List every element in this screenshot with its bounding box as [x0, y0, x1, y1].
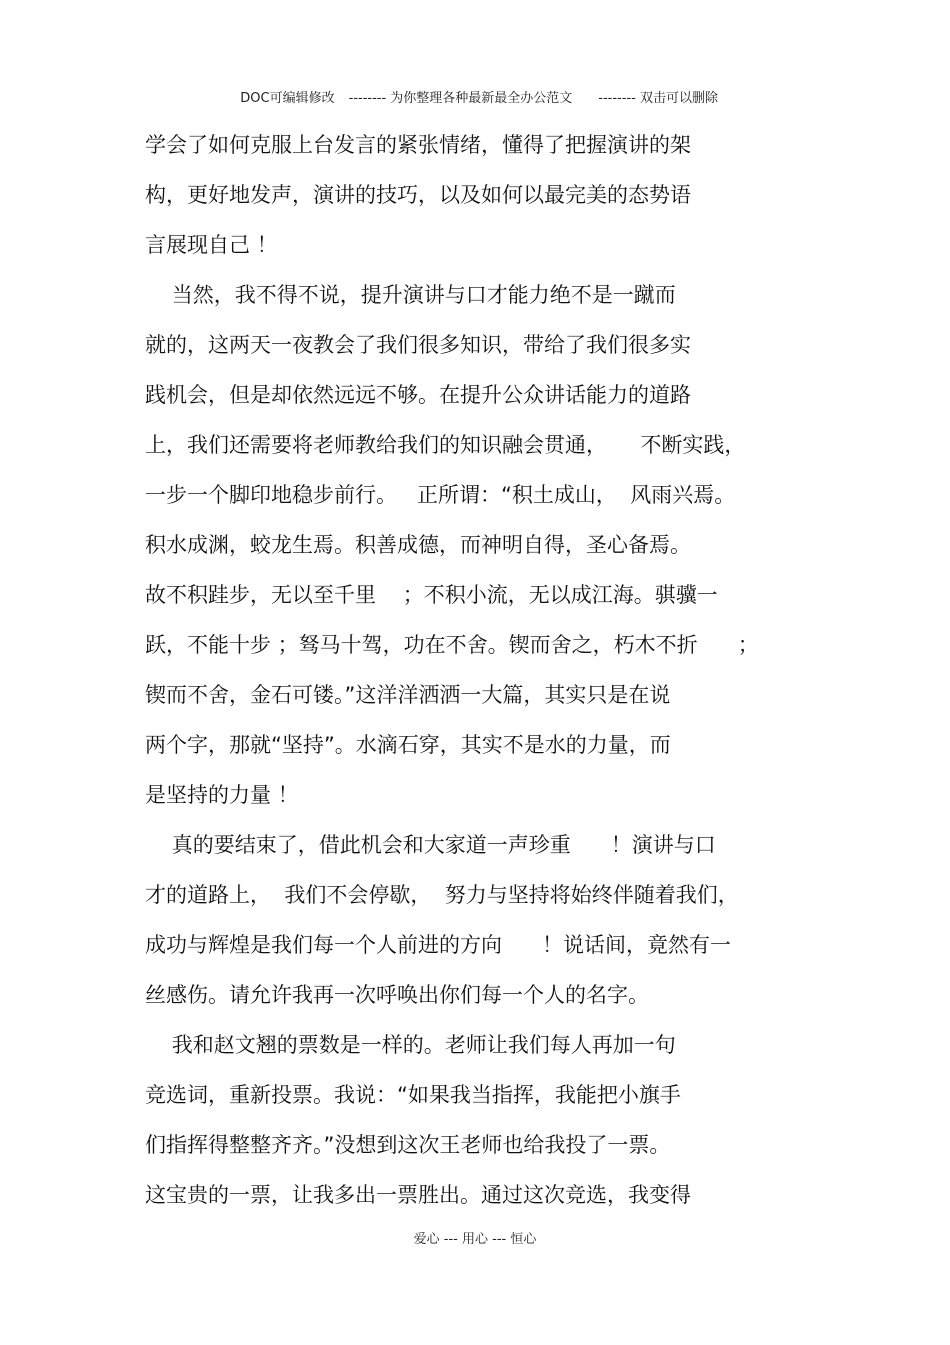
text-line: 上，我们还需要将老师教给我们的知识融会贯通， 不断实践， [145, 433, 746, 457]
header-delete-hint: -------- 双击可以删除 [598, 91, 718, 106]
text-line: 是坚持的力量 ！ [145, 783, 299, 807]
page-footer: 爱心 --- 用心 --- 恒心 [413, 1232, 537, 1247]
text-line: 当然，我不得不说，提升演讲与口才能力绝不是一蹴而 [145, 283, 676, 307]
text-line: 竞选词，重新投票。我说：“如果我当指挥，我能把小旗手 [145, 1083, 681, 1107]
text-line: 跃，不能十步 ；驽马十驾，功在不舍。锲而舍之，朽木不折 ； [145, 633, 759, 657]
document-body [145, 120, 825, 1220]
page-header [0, 72, 950, 106]
text-line: 丝感伤。请允许我再一次呼唤出你们每一个人的名字。 [145, 983, 649, 1007]
text-line: 践机会，但是却依然远远不够。在提升公众讲话能力的道路 [145, 383, 691, 407]
text-line: 学会了如何克服上台发言的紧张情绪，懂得了把握演讲的架 [145, 133, 691, 157]
text-line: 这宝贵的一票，让我多出一票胜出。通过这次竞选，我变得 [145, 1183, 691, 1207]
text-line: 锲而不舍，金石可镂。”这洋洋洒洒一大篇，其实只是在说 [145, 683, 671, 707]
text-line: 一步一个脚印地稳步前行。 正所谓：“积土成山， 风雨兴焉。 [145, 483, 736, 507]
text-line: 就的，这两天一夜教会了我们很多知识，带给了我们很多实 [145, 333, 691, 357]
header-slogan: -------- 为你整理各种最新最全办公范文 [348, 91, 573, 106]
text-line: 们指挥得整整齐齐。”没想到这次王老师也给我投了一票。 [145, 1133, 671, 1157]
text-line: 两个字，那就“坚持”。水滴石穿，其实不是水的力量，而 [145, 733, 671, 757]
header-doc-label: DOC可编辑修改 [240, 91, 335, 106]
text-line: 构，更好地发声，演讲的技巧，以及如何以最完美的态势语 [145, 183, 691, 207]
text-line: 成功与辉煌是我们每一个人前进的方向 ！说话间，竟然有一 [145, 933, 732, 957]
text-line: 我和赵文翘的票数是一样的。老师让我们每人再加一句 [145, 1033, 676, 1057]
text-line: 才的道路上， 我们不会停歇， 努力与坚持将始终伴随着我们， [145, 883, 739, 907]
text-line: 言展现自己 ！ [145, 233, 278, 257]
text-line: 真的要结束了，借此机会和大家道一声珍重 ！演讲与口 [145, 833, 716, 857]
text-line: 积水成渊，蛟龙生焉。积善成德，而神明自得，圣心备焉。 [145, 533, 691, 557]
text-line: 故不积跬步，无以至千里 ；不积小流，无以成江海。骐骥一 [145, 583, 718, 607]
